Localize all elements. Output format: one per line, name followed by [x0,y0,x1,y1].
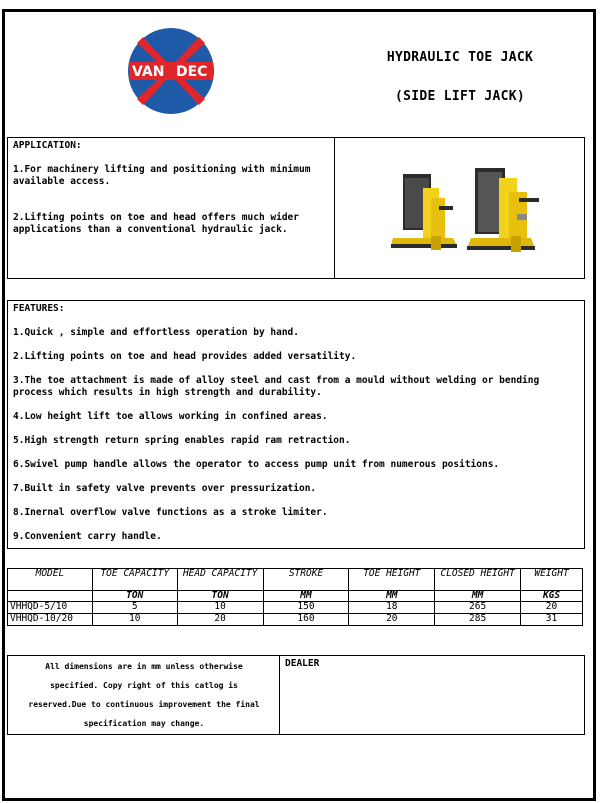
cell-toe-capacity: 10 [92,614,177,626]
disclaimer-line-4: specification may change. [83,719,205,728]
footer-section [7,655,585,735]
table-row [8,614,583,626]
cell-model: VHHQD-5/10 [8,602,93,614]
cell-model: VHHQD-10/20 [8,614,93,626]
table-row [8,602,583,614]
header-model: MODEL [8,569,93,591]
toe-jack-image [335,138,583,278]
disclaimer-line-2: specified. Copy right of this catlog is [50,681,238,690]
header-toe-capacity: TOE CAPACITY [92,569,177,591]
feature-item-4: 4.Low height lift toe allows working in confined areas. [13,411,328,422]
header-weight: WEIGHT [521,569,583,591]
cell-toe-capacity: 5 [92,602,177,614]
disclaimer-line-1: All dimensions are in mm unless otherwise [45,662,243,671]
feature-item-6: 6.Swivel pump handle allows the operator to access pump unit from numerous positions. [13,459,500,470]
application-item-1: 1.For machinery lifting and positioning with minimum available access. [13,164,311,187]
unit-stroke: MM [263,591,349,602]
cell-closed-height: 285 [435,614,521,626]
unit-toe-capacity: TON [92,591,177,602]
cell-weight: 31 [521,614,583,626]
vandec-logo [127,27,215,115]
cell-toe-height: 20 [349,614,435,626]
header-stroke: STROKE [263,569,349,591]
cell-head-capacity: 20 [177,614,263,626]
disclaimer-note [12,657,276,733]
cell-closed-height: 265 [435,602,521,614]
logo-text-left: VAN [132,64,165,80]
application-item-2: 2.Lifting points on toe and head offers much wider applications than a conventional hydraulic jack. [13,212,299,235]
cell-toe-height: 18 [349,602,435,614]
cell-stroke: 160 [263,614,349,626]
feature-item-3: 3.The toe attachment is made of alloy steel and cast from a mould without welding or bending process which results in high strength and durability. [13,375,540,398]
unit-model [8,591,93,602]
header-closed-height: CLOSED HEIGHT [435,569,521,591]
feature-item-8: 8.Inernal overflow valve functions as a stroke limiter. [13,507,328,518]
feature-item-2: 2.Lifting points on toe and head provides added versatility. [13,351,357,362]
cell-stroke: 150 [263,602,349,614]
feature-item-5: 5.High strength return spring enables rapid ram retraction. [13,435,351,446]
unit-head-capacity: TON [177,591,263,602]
unit-weight: KGS [521,591,583,602]
cell-head-capacity: 10 [177,602,263,614]
feature-item-7: 7.Built in safety valve prevents over pressurization. [13,483,317,494]
disclaimer-line-3: reserved.Due to continuous improvement the final [28,700,260,709]
feature-item-9: 9.Convenient carry handle. [13,531,162,542]
page-subtitle: (SIDE LIFT JACK) [394,89,526,104]
feature-item-1: 1.Quick , simple and effortless operation by hand. [13,327,299,338]
toe-jack-small-icon [391,174,457,250]
toe-jack-large-icon [467,168,539,252]
unit-toe-height: MM [349,591,435,602]
application-text-cell [8,138,335,278]
unit-closed-height: MM [435,591,521,602]
cell-weight: 20 [521,602,583,614]
header-head-capacity: HEAD CAPACITY [177,569,263,591]
logo-text-right: DEC [176,64,208,80]
dealer-label: DEALER [285,658,320,669]
header-toe-height: TOE HEIGHT [349,569,435,591]
disclaimer-cell [8,656,280,734]
spec-table [7,568,583,626]
page-title: HYDRAULIC TOE JACK [386,50,534,65]
features-section [7,300,585,549]
features-title: FEATURES: [13,303,65,314]
application-title: APPLICATION: [13,140,82,151]
